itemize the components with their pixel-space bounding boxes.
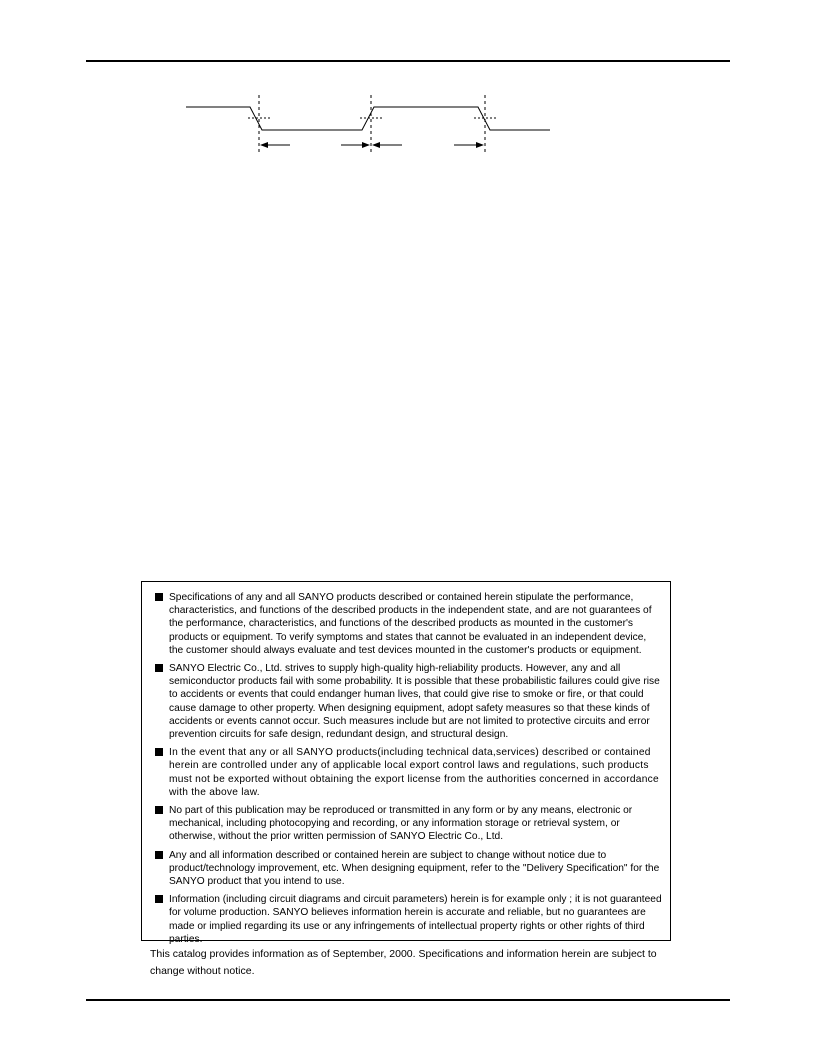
- timing-waveform-diagram: [186, 92, 566, 164]
- square-bullet-icon: [155, 806, 163, 814]
- disclaimer-item: [154, 893, 662, 946]
- arrowhead: [260, 142, 268, 148]
- square-bullet-icon: [155, 895, 163, 903]
- footer-rule: [86, 999, 730, 1001]
- header-rule: [86, 60, 730, 62]
- square-bullet-icon: [155, 748, 163, 756]
- disclaimer-item: [154, 662, 662, 741]
- square-bullet-icon: [155, 851, 163, 859]
- disclaimer-text: Information (including circuit diagrams and circuit parameters) herein is for example only ; it is not guaranteed for volume production. SANYO believes information herein is accurate and reliable, but no guarantees are made or implied regarding its use or any infringements of intellectual property rights or other rights of third parties.: [169, 894, 662, 945]
- disclaimer-item: [154, 591, 662, 657]
- square-bullet-icon: [155, 593, 163, 601]
- disclaimer-text: Specifications of any and all SANYO products described or contained herein stipulate the performance, characteristics, and functions of the described products in the independent state, and are not guarantees of the performance, characteristics, and functions of the described products as mounted in the customer's products or equipment. To verify symptoms and states that cannot be evaluated in an independent device, the customer should always evaluate and test devices mounted in the customer's products or equipment.: [169, 592, 652, 656]
- disclaimer-text: SANYO Electric Co., Ltd. strives to supply high-quality high-reliability products. However, any and all semiconductor products fail with some probability. It is possible that these probabilistic failures could give rise to accidents or events that could endanger human lives, that could give rise to smoke or fire, or that could cause damage to other property. When designing equipment, adopt safety measures so that these kinds of accidents or events cannot occur. Such measures include but are not limited to protective circuits and error prevention circuits for safe design, redundant design, and structural design.: [169, 663, 660, 741]
- arrowhead: [372, 142, 380, 148]
- disclaimer-item: [154, 746, 662, 799]
- square-bullet-icon: [155, 664, 163, 672]
- catalog-date-note: This catalog provides information as of September, 2000. Specifications and information herein are subject to change without notice.: [150, 948, 657, 977]
- disclaimer-box: [141, 581, 671, 945]
- disclaimer-item: [154, 849, 662, 889]
- arrowhead: [476, 142, 484, 148]
- disclaimer-text: Any and all information described or contained herein are subject to change without notice due to product/technology improvement, etc. When designing equipment, refer to the "Delivery Specification" for the SANYO product that you intend to use.: [169, 849, 660, 888]
- arrowhead: [362, 142, 370, 148]
- disclaimer-text: In the event that any or all SANYO products(including technical data,services) described or contained herein are controlled under any of applicable local export control laws and regulations, such products must not be exported without obtaining the export license from the authorities concerned in accordance with the above law.: [169, 747, 659, 798]
- disclaimer-text: No part of this publication may be reproduced or transmitted in any form or by any means, electronic or mechanical, including photocopying and recording, or any information storage or retrieval system, or otherwise, without the prior written permission of SANYO Electric Co., Ltd.: [169, 805, 633, 843]
- disclaimer-item: [154, 804, 662, 844]
